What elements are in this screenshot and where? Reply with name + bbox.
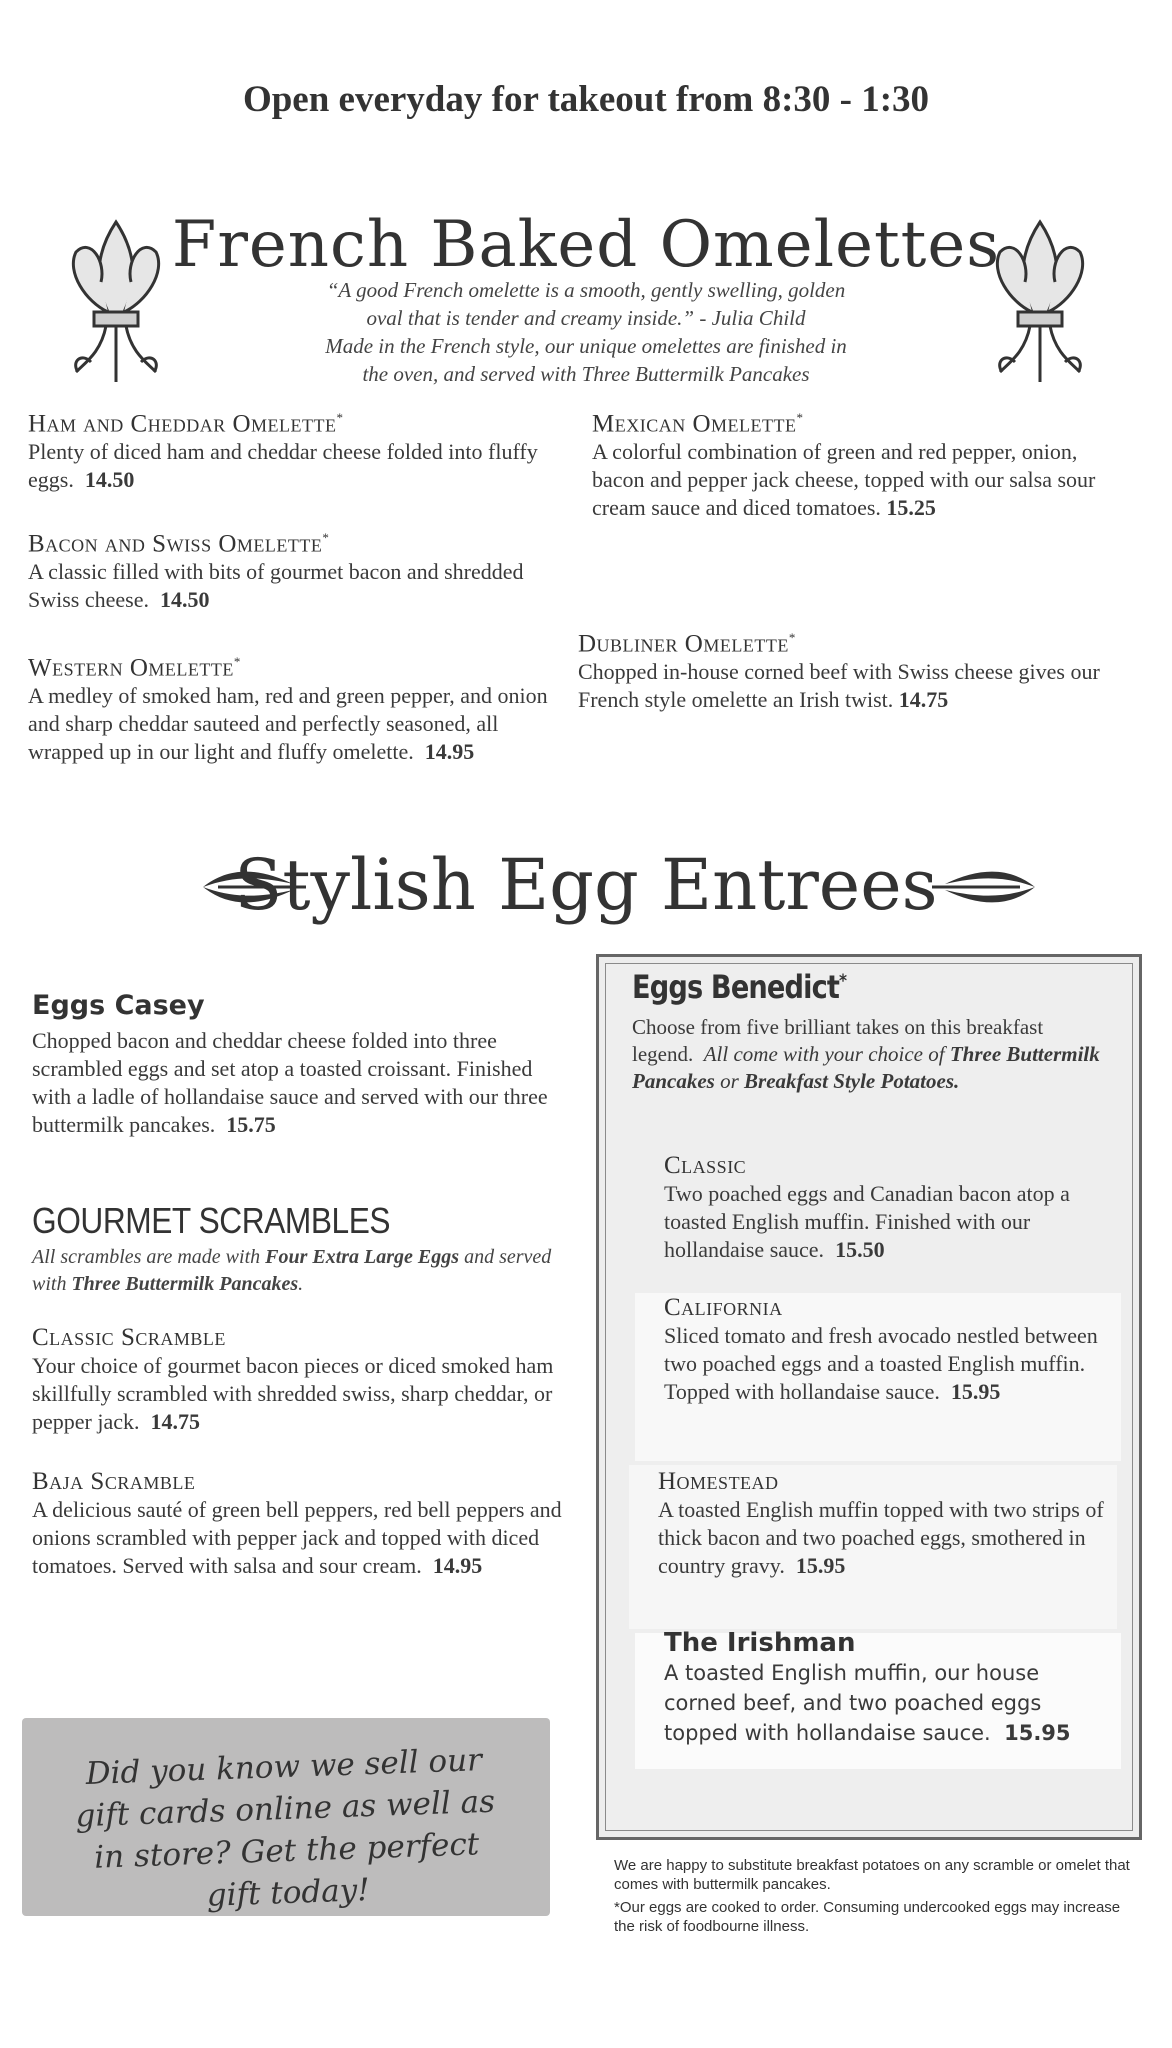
item-price: 15.50 [835,1237,885,1262]
quote-line: Made in the French style, our unique omelettes are finished in [325,334,847,358]
swirl-ornament-icon [930,862,1040,912]
item-name: Dubliner Omelette* [578,630,796,658]
quote-line: “A good French omelette is a smooth, gently swelling, golden [326,278,846,302]
benedict-intro: Choose from five brilliant takes on this breakfast legend. All come with your choice of Three Buttermilk Pancakes or Breakfast Style Potatoes. [632,1015,1100,1093]
item-name: Bacon and Swiss Omelette* [28,530,330,558]
item-name: Classic [664,1152,747,1179]
item-price: 15.95 [950,1379,1001,1404]
gift-card-text: Did you know we sell our gift cards online as well as in store? Get the perfect gift today! [74,1742,496,1914]
benedict-item-irishman [664,1628,1104,1748]
eggs-benedict-header [632,968,1112,1095]
menu-item-western [28,654,568,766]
item-name: California [664,1294,783,1321]
benedict-item-california [664,1294,1104,1406]
quote-line: the oven, and served with Three Buttermilk Pancakes [362,362,810,386]
item-price: 14.75 [150,1409,200,1434]
item-description: A colorful combination of green and red pepper, onion, bacon and pepper jack cheese, topped with our salsa sour cream sauce and diced tomatoes. 15.25 [592,439,1096,521]
omelettes-section-title: French Baked Omelettes [171,208,1001,282]
item-description: Chopped in-house corned beef with Swiss cheese gives our French style omelette an Irish twist. 14.75 [578,659,1100,713]
item-name: Classic Scramble [32,1324,226,1351]
menu-item-mexican [592,410,1112,522]
benedict-item-homestead [658,1468,1108,1580]
item-name: Western Omelette* [28,654,241,682]
item-description: Sliced tomato and fresh avocado nestled between two poached eggs and a toasted English muffin. Topped with hollandaise sauce. 15.95 [664,1323,1098,1404]
item-price: 14.50 [159,587,210,613]
menu-item-eggs-casey [32,990,572,1139]
item-price: 15.25 [886,495,936,521]
gourmet-scrambles-section [32,1200,577,1298]
item-name: Eggs Casey [32,990,205,1021]
item-name: Homestead [658,1468,779,1495]
item-description: A delicious sauté of green bell peppers, red bell peppers and onions scrambled with pepper jack and topped with diced tomatoes. Served with salsa and sour cream. 14.95 [32,1497,562,1578]
item-description: Your choice of gourmet bacon pieces or diced smoked ham skillfully scrambled with shredded swiss, sharp cheddar, or pepper jack. 14.75 [32,1353,554,1434]
scrambles-note: All scrambles are made with Four Extra Large Eggs and served with Three Buttermilk Pancakes. [32,1246,552,1295]
item-description: A medley of smoked ham, red and green pepper, and onion and sharp cheddar sauteed and perfectly seasoned, all wrapped up in our light and fluffy omelette. 14.95 [28,683,548,765]
menu-item-baja-scramble [32,1468,572,1580]
item-description: A toasted English muffin topped with two strips of thick bacon and two poached eggs, smothered in country gravy. 15.95 [658,1497,1104,1578]
julia-child-quote [0,276,1172,388]
menu-item-ham-cheddar [28,410,568,494]
opening-hours: Open everyday for takeout from 8:30 - 1:30 [242,79,930,120]
quote-line: oval that is tender and creamy inside.” - Julia Child [366,306,806,330]
benedict-title: Eggs Benedict* [632,968,847,1006]
menu-item-bacon-swiss [28,530,568,614]
menu-item-dubliner [578,630,1112,714]
item-name: Baja Scramble [32,1468,196,1495]
egg-entrees-section-title: Stylish Egg Entrees [234,844,938,926]
item-price: 14.95 [424,739,475,765]
item-description: Two poached eggs and Canadian bacon atop a toasted English muffin. Finished with our hollandaise sauce. 15.50 [664,1181,1070,1262]
item-description: Chopped bacon and cheddar cheese folded into three scrambled eggs and set atop a toasted croissant. Finished with a ladle of hollandaise sauce and served with our three buttermilk pancakes. 15.75 [32,1028,548,1137]
gift-card-promo[interactable] [22,1718,550,1916]
item-name: Ham and Cheddar Omelette* [28,410,344,438]
menu-item-classic-scramble [32,1324,572,1436]
item-price: 15.95 [1004,1721,1071,1745]
item-price: 14.75 [898,687,949,713]
undercooked-warning: *Our eggs are cooked to order. Consuming undercooked eggs may increase the risk of foodbourne illness. [614,1899,1121,1935]
item-price: 15.95 [795,1553,846,1578]
item-description: A toasted English muffin, our house corned beef, and two poached eggs topped with hollandaise sauce. 15.95 [664,1661,1071,1745]
benedict-item-classic [664,1152,1120,1264]
scrambles-title: GOURMET SCRAMBLES [32,1200,391,1241]
item-price: 14.50 [84,467,135,493]
item-price: 15.75 [226,1112,276,1137]
item-description: Plenty of diced ham and cheddar cheese folded into fluffy eggs. 14.50 [28,439,538,493]
substitution-note: We are happy to substitute breakfast potatoes on any scramble or omelet that comes with buttermilk pancakes. [614,1857,1130,1893]
item-name: The Irishman [664,1628,856,1658]
item-price: 14.95 [432,1553,483,1578]
item-name: Mexican Omelette* [592,410,804,438]
item-description: A classic filled with bits of gourmet bacon and shredded Swiss cheese. 14.50 [28,559,524,613]
